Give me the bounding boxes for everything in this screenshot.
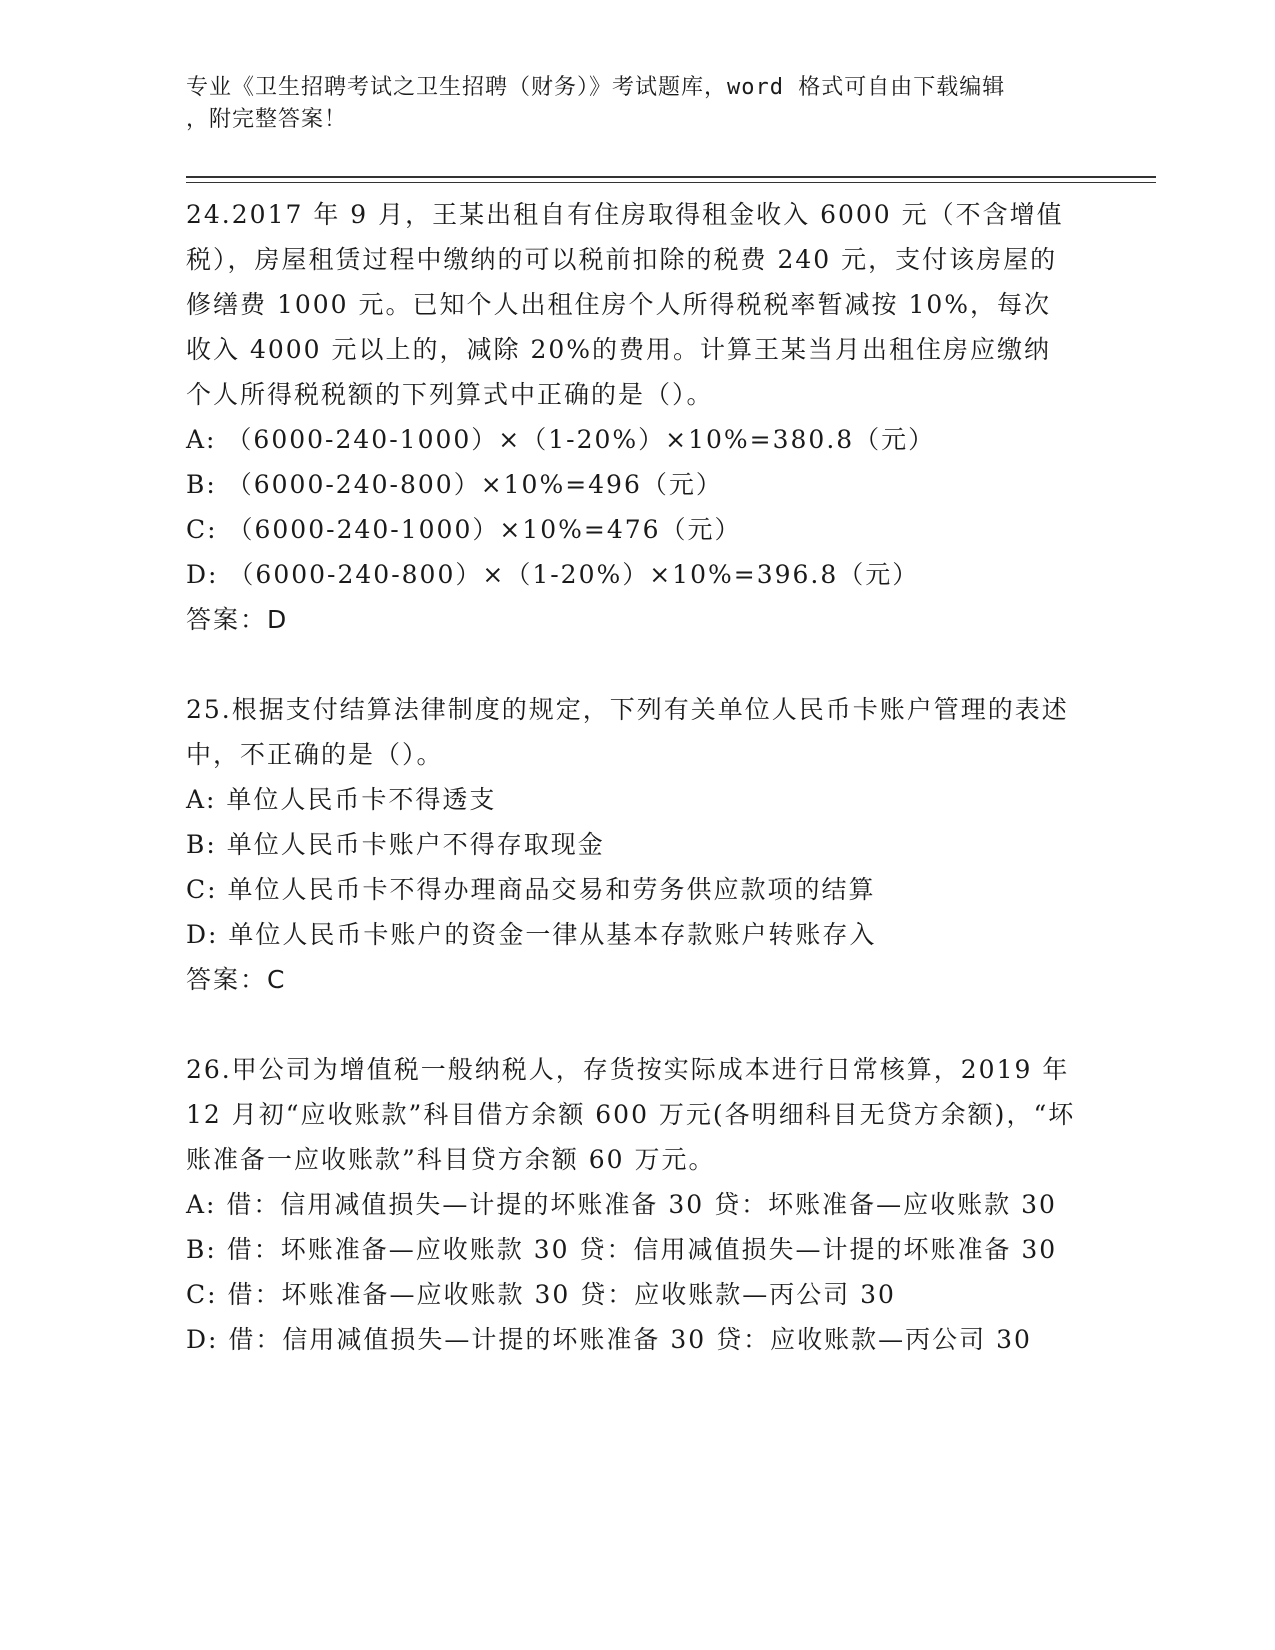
header-line-1: 专业《卫生招聘考试之卫生招聘（财务）》考试题库，word 格式可自由下载编辑 — [186, 75, 1006, 100]
option-c: C: 单位人民币卡不得办理商品交易和劳务供应款项的结算 — [186, 875, 876, 904]
option-b: B: 借：坏账准备—应收账款 30 贷：信用减值损失—计提的坏账准备 30 — [186, 1235, 1058, 1264]
question-stem: 26.甲公司为增值税一般纳税人，存货按实际成本进行日常核算，2019 年 12 月初“应收账款”科目借方余额 600 万元(各明细科目无贷方余额)，“坏账准备一应收账款”科目贷方余额 60 万元。 — [186, 1055, 1076, 1174]
question-stem: 24.2017 年 9 月，王某出租自有住房取得租金收入 6000 元（不含增值税），房屋租赁过程中缴纳的可以税前扣除的税费 240 元，支付该房屋的修缮费 1000 元。已知个人出租住房个人所得税税率暂减按 10%，每次收入 4000 元以上的，减除 20%的费用。计算王某当月出租住房应缴纳个人所得税税额的下列算式中正确的是（）。 — [186, 200, 1064, 409]
header-divider-thick — [186, 176, 1156, 178]
question-list — [186, 192, 1076, 1407]
question-stem: 25.根据支付结算法律制度的规定，下列有关单位人民币卡账户管理的表述中，不正确的是（）。 — [186, 695, 1069, 769]
answer-text: 答案：D — [186, 605, 289, 634]
header-divider-thin — [186, 182, 1156, 183]
option-a: A: 借：信用减值损失—计提的坏账准备 30 贷：坏账准备—应收账款 30 — [186, 1190, 1057, 1219]
question-24 — [186, 192, 1076, 642]
option-d: D: 借：信用减值损失—计提的坏账准备 30 贷：应收账款—丙公司 30 — [186, 1325, 1032, 1354]
option-b: B: 单位人民币卡账户不得存取现金 — [186, 830, 605, 859]
question-26 — [186, 1047, 1076, 1362]
document-header — [186, 72, 1066, 136]
answer-text: 答案：C — [186, 965, 287, 994]
option-b: B: （6000-240-800）×10%=496（元） — [186, 470, 723, 499]
option-d: D: 单位人民币卡账户的资金一律从基本存款账户转账存入 — [186, 920, 877, 949]
option-d: D: （6000-240-800）×（1-20%）×10%=396.8（元） — [186, 560, 920, 589]
option-a: A: 单位人民币卡不得透支 — [186, 785, 497, 814]
option-c: C: （6000-240-1000）×10%=476（元） — [186, 515, 742, 544]
header-line-2: ，附完整答案！ — [186, 107, 348, 132]
question-25 — [186, 687, 1076, 1002]
option-c: C: 借：坏账准备—应收账款 30 贷：应收账款—丙公司 30 — [186, 1280, 896, 1309]
option-a: A: （6000-240-1000）×（1-20%）×10%=380.8（元） — [186, 425, 936, 454]
